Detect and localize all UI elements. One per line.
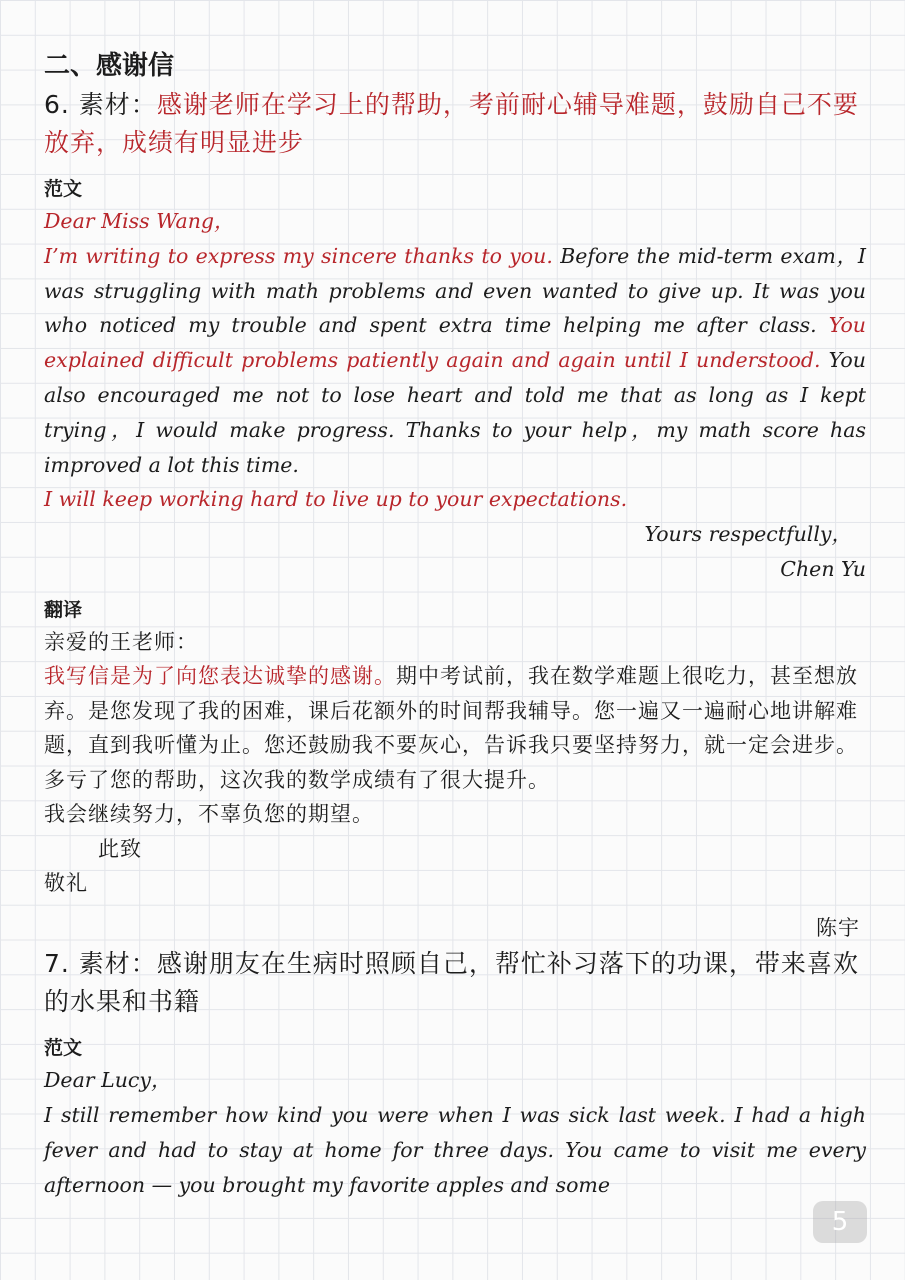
material-6-prefix: 6. 素材： — [44, 90, 157, 119]
letter-6-greeting: Dear Miss Wang， — [44, 209, 235, 233]
letter-6-closing-sentence: I will keep working hard to live up to your expectations. — [44, 487, 628, 512]
letter-7-greeting: Dear Lucy， — [44, 1068, 172, 1093]
letter-6-red-sentence-1: I’m writing to express my sincere thanks to you. — [44, 243, 553, 268]
material-7-text: 感谢朋友在生病时照顾自己，帮忙补习落下的功课，带来喜欢的水果和书籍 — [44, 949, 859, 1017]
translation-label: 翻译 — [44, 598, 83, 621]
material-6-text: 感谢老师在学习上的帮助，考前耐心辅导难题，鼓励自己不要放弃，成绩有明显进步 — [44, 90, 859, 157]
sample-label-7: 范文 — [44, 1037, 83, 1060]
material-7 — [44, 945, 866, 1021]
letter-7-body: I still remember how kind you were when I was sick last week. I had a high fever and had to stay at home for three days. You came to visit me every afternoon — you brought my favorite apples and some — [44, 1103, 866, 1197]
translation-red-sentence: 我写信是为了向您表达诚挚的感谢。 — [44, 664, 396, 689]
letter-6-body — [44, 239, 866, 483]
translation-closing-2: 敬礼 — [44, 871, 88, 896]
letter-6-signature: Chen Yu — [780, 556, 866, 581]
letter-6-text-b: You also encouraged me not to lose heart and told me that as long as I kept trying，I would make progress. Thanks to your help，my math score has improved a lot this time. — [44, 348, 866, 477]
translation-closing-1: 此致 — [98, 836, 142, 861]
translation-signature: 陈宇 — [816, 915, 860, 940]
translation-body — [44, 659, 866, 797]
letter-6-text-a: Before the mid-term exam，I was struggling with math problems and even wanted to give up. It was you who noticed my trouble and spent extra time helping me after class. — [44, 243, 866, 338]
translation-closing-sentence: 我会继续努力，不辜负您的期望。 — [44, 802, 374, 827]
letter-6-red-sentence-2: You explained difficult problems patiently again and again until I understood. — [44, 313, 866, 373]
sample-label-6: 范文 — [44, 178, 83, 200]
material-7-prefix: 7. 素材： — [44, 949, 157, 979]
translation-text: 期中考试前，我在数学难题上很吃力，甚至想放弃。是您发现了我的困难，课后花额外的时间帮我辅导。您一遍又一遍耐心地讲解难题，直到我听懂为止。您还鼓励我不要灰心，告诉我只要坚持努力，就一定会进步。多亏了您的帮助，这次我的数学成绩有了很大提升。 — [44, 664, 858, 792]
document-page — [44, 46, 866, 1202]
letter-6-closing: Yours respectfully， — [644, 522, 852, 547]
section-title: 二、感谢信 — [44, 51, 175, 81]
material-6 — [44, 86, 866, 162]
translation-greeting: 亲爱的王老师： — [44, 629, 198, 654]
page-number-badge: 5 — [813, 1201, 867, 1243]
